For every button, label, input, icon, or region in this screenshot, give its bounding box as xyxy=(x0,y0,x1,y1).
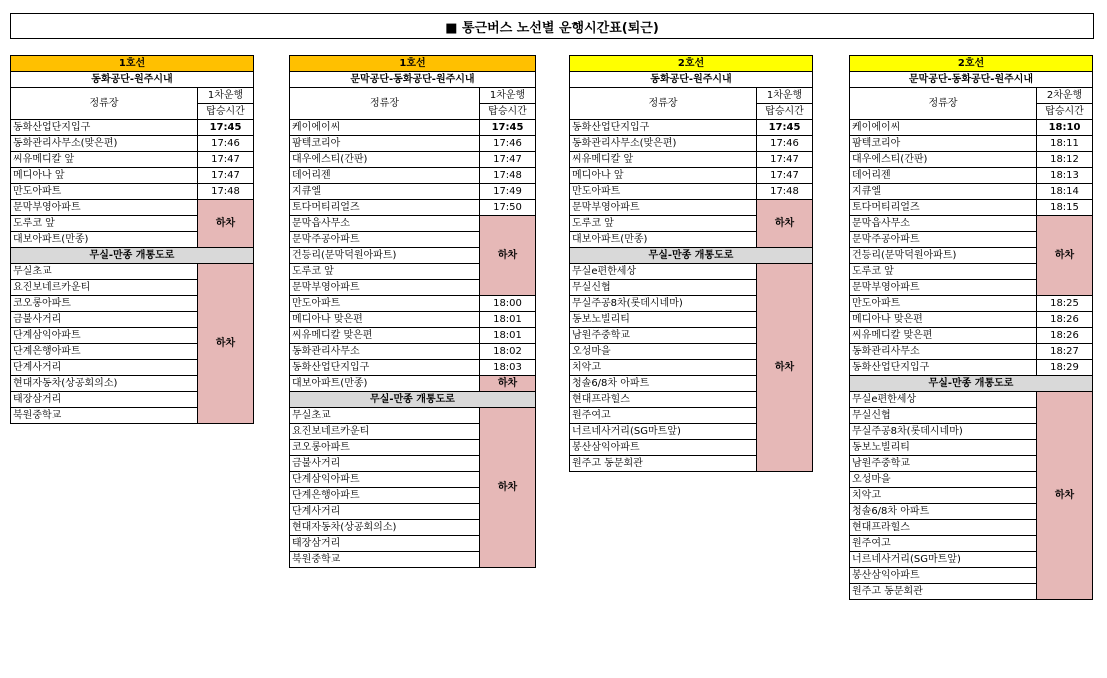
table-row xyxy=(850,392,1093,408)
departure-time: 17:48 xyxy=(198,184,254,200)
departure-time: 18:15 xyxy=(1037,200,1093,216)
table-row xyxy=(290,344,536,360)
section-header: 무실-만종 개통도로 xyxy=(570,248,813,264)
departure-time: 17:48 xyxy=(480,168,536,184)
drop-off-label: 하차 xyxy=(198,200,254,248)
stop-name: 씨유메디칼 맞은편 xyxy=(290,328,480,344)
stop-name: 무실e편한세상 xyxy=(570,264,757,280)
route-timetable xyxy=(569,55,813,472)
stop-name: 코오롱아파트 xyxy=(290,440,480,456)
stop-name: 원주고 동문회관 xyxy=(570,456,757,472)
stop-name: 만도아파트 xyxy=(570,184,757,200)
table-row xyxy=(850,328,1093,344)
line-name: 1호선 xyxy=(290,56,536,72)
stop-name: 문막부영아파트 xyxy=(11,200,198,216)
stop-name: 문막부영아파트 xyxy=(290,280,480,296)
departure-time: 17:47 xyxy=(198,152,254,168)
stop-name: 케이에이씨 xyxy=(290,120,480,136)
departure-time: 17:49 xyxy=(480,184,536,200)
stop-name: 단계은행아파트 xyxy=(11,344,198,360)
stop-name: 무실신협 xyxy=(570,280,757,296)
stop-name: 토다머티리얼즈 xyxy=(850,200,1037,216)
departure-time: 18:26 xyxy=(1037,328,1093,344)
stop-column-header: 정류장 xyxy=(290,88,480,120)
table-row xyxy=(850,136,1093,152)
stop-name: 원주여고 xyxy=(850,536,1037,552)
stop-name: 도루코 앞 xyxy=(290,264,480,280)
stop-name: 무실주공8차(롯데시네마) xyxy=(570,296,757,312)
stop-name: 금불사거리 xyxy=(11,312,198,328)
drop-off-label: 하차 xyxy=(757,264,813,472)
stop-name: 현대프라힐스 xyxy=(850,520,1037,536)
table-row xyxy=(290,184,536,200)
departure-time: 17:45 xyxy=(757,120,813,136)
run-column-header: 1차운행 xyxy=(480,88,536,104)
route-name: 동화공단-원주시내 xyxy=(570,72,813,88)
table-row xyxy=(570,168,813,184)
stop-name: 요진보네르카운티 xyxy=(290,424,480,440)
stop-name: 메디아나 앞 xyxy=(11,168,198,184)
table-row xyxy=(11,200,254,216)
stop-name: 지큐엘 xyxy=(850,184,1037,200)
departure-time: 18:29 xyxy=(1037,360,1093,376)
stop-name: 무실e편한세상 xyxy=(850,392,1037,408)
stop-name: 오성마을 xyxy=(570,344,757,360)
line-name: 2호선 xyxy=(570,56,813,72)
route-name: 문막공단-동화공단-원주시내 xyxy=(850,72,1093,88)
departure-time: 17:48 xyxy=(757,184,813,200)
table-row xyxy=(11,152,254,168)
run-column-header: 1차운행 xyxy=(757,88,813,104)
line-name: 2호선 xyxy=(850,56,1093,72)
stop-name: 대보아파트(만종) xyxy=(11,232,198,248)
table-row xyxy=(290,120,536,136)
stop-name: 팜텍코리아 xyxy=(290,136,480,152)
table-row xyxy=(850,344,1093,360)
stop-name: 문막읍사무소 xyxy=(850,216,1037,232)
stop-name: 문막주공아파트 xyxy=(850,232,1037,248)
stop-name: 문막부영아파트 xyxy=(570,200,757,216)
stop-name: 동화관리사무소 xyxy=(290,344,480,360)
stop-name: 건등리(문막덕원아파트) xyxy=(850,248,1037,264)
departure-time: 17:50 xyxy=(480,200,536,216)
stop-name: 원주고 동문회관 xyxy=(850,584,1037,600)
stop-name: 무실초교 xyxy=(11,264,198,280)
stop-name: 금불사거리 xyxy=(290,456,480,472)
departure-time: 18:13 xyxy=(1037,168,1093,184)
departure-time: 17:46 xyxy=(198,136,254,152)
route-name: 문막공단-동화공단-원주시내 xyxy=(290,72,536,88)
stop-name: 데어리젠 xyxy=(290,168,480,184)
stop-name: 문막주공아파트 xyxy=(290,232,480,248)
table-row xyxy=(290,168,536,184)
table-row xyxy=(850,296,1093,312)
stop-column-header: 정류장 xyxy=(850,88,1037,120)
stop-name: 단계사거리 xyxy=(11,360,198,376)
stop-name: 만도아파트 xyxy=(11,184,198,200)
stop-name: 너르네사거리(SG마트앞) xyxy=(570,424,757,440)
departure-time: 17:47 xyxy=(480,152,536,168)
drop-off-label: 하차 xyxy=(757,200,813,248)
section-header: 무실-만종 개통도로 xyxy=(290,392,536,408)
stop-name: 봉산삼익아파트 xyxy=(850,568,1037,584)
stop-name: 만도아파트 xyxy=(850,296,1037,312)
table-row xyxy=(290,360,536,376)
stop-name: 청솔6/8차 아파트 xyxy=(850,504,1037,520)
stop-name: 남원주중학교 xyxy=(850,456,1037,472)
boarding-time-header: 탑승시간 xyxy=(480,104,536,120)
table-row xyxy=(290,216,536,232)
departure-time: 17:46 xyxy=(757,136,813,152)
departure-time: 18:27 xyxy=(1037,344,1093,360)
stop-name: 치악고 xyxy=(850,488,1037,504)
stop-name: 요진보네르카운티 xyxy=(11,280,198,296)
departure-time: 17:46 xyxy=(480,136,536,152)
stop-name: 건등리(문막덕원아파트) xyxy=(290,248,480,264)
stop-name: 동보노빌리티 xyxy=(850,440,1037,456)
boarding-time-header: 탑승시간 xyxy=(757,104,813,120)
run-column-header: 1차운행 xyxy=(198,88,254,104)
table-row xyxy=(11,120,254,136)
table-row xyxy=(570,264,813,280)
table-row xyxy=(850,168,1093,184)
table-row xyxy=(290,376,536,392)
page-title: ■ 통근버스 노선별 운행시간표(퇴근) xyxy=(10,13,1094,39)
stop-name: 무실초교 xyxy=(290,408,480,424)
departure-time: 17:47 xyxy=(757,152,813,168)
stop-name: 단계은행아파트 xyxy=(290,488,480,504)
stop-name: 동보노빌리티 xyxy=(570,312,757,328)
boarding-time-header: 탑승시간 xyxy=(1037,104,1093,120)
stop-column-header: 정류장 xyxy=(570,88,757,120)
departure-time: 17:47 xyxy=(198,168,254,184)
line-name: 1호선 xyxy=(11,56,254,72)
stop-name: 도루코 앞 xyxy=(570,216,757,232)
departure-time: 18:00 xyxy=(480,296,536,312)
route-timetable xyxy=(289,55,536,568)
stop-name: 동화관리사무소 xyxy=(850,344,1037,360)
table-row xyxy=(290,200,536,216)
departure-time: 18:11 xyxy=(1037,136,1093,152)
table-row xyxy=(11,136,254,152)
departure-time: 18:14 xyxy=(1037,184,1093,200)
table-row xyxy=(290,328,536,344)
stop-name: 지큐엘 xyxy=(290,184,480,200)
route-name: 동화공단-원주시내 xyxy=(11,72,254,88)
stop-name: 무실신협 xyxy=(850,408,1037,424)
table-row xyxy=(290,296,536,312)
stop-name: 도루코 앞 xyxy=(850,264,1037,280)
table-row xyxy=(290,136,536,152)
section-header: 무실-만종 개통도로 xyxy=(850,376,1093,392)
table-row xyxy=(850,216,1093,232)
departure-time: 18:03 xyxy=(480,360,536,376)
stop-name: 대우에스티(간판) xyxy=(850,152,1037,168)
table-row xyxy=(570,184,813,200)
stop-name: 코오롱아파트 xyxy=(11,296,198,312)
drop-off-label: 하차 xyxy=(198,264,254,424)
table-row xyxy=(11,184,254,200)
stop-name: 무실주공8차(롯데시네마) xyxy=(850,424,1037,440)
stop-name: 청솔6/8차 아파트 xyxy=(570,376,757,392)
table-row xyxy=(290,408,536,424)
table-row xyxy=(850,184,1093,200)
stop-name: 문막부영아파트 xyxy=(850,280,1037,296)
table-row xyxy=(570,152,813,168)
stop-name: 태장삼거리 xyxy=(290,536,480,552)
departure-time: 18:26 xyxy=(1037,312,1093,328)
departure-time: 18:01 xyxy=(480,312,536,328)
boarding-time-header: 탑승시간 xyxy=(198,104,254,120)
table-row xyxy=(850,120,1093,136)
drop-off-label: 하차 xyxy=(1037,392,1093,600)
table-row xyxy=(570,136,813,152)
stop-name: 봉산삼익아파트 xyxy=(570,440,757,456)
departure-time: 18:02 xyxy=(480,344,536,360)
stop-name: 대우에스티(간판) xyxy=(290,152,480,168)
stop-name: 메디아나 맞은편 xyxy=(850,312,1037,328)
stop-name: 단계사거리 xyxy=(290,504,480,520)
drop-off-label: 하차 xyxy=(480,216,536,296)
table-row xyxy=(290,312,536,328)
stop-name: 씨유메디칼 맞은편 xyxy=(850,328,1037,344)
table-row xyxy=(850,312,1093,328)
stop-name: 현대자동차(상공회의소) xyxy=(290,520,480,536)
stop-name: 단계삼익아파트 xyxy=(290,472,480,488)
drop-off-label: 하차 xyxy=(480,376,536,392)
stop-name: 동화관리사무소(맞은편) xyxy=(11,136,198,152)
stop-name: 동화관리사무소(맞은편) xyxy=(570,136,757,152)
stop-name: 도루코 앞 xyxy=(11,216,198,232)
table-row xyxy=(570,200,813,216)
stop-name: 데어리젠 xyxy=(850,168,1037,184)
stop-name: 동화산업단지입구 xyxy=(570,120,757,136)
stop-name: 동화산업단지입구 xyxy=(11,120,198,136)
table-row xyxy=(290,152,536,168)
stop-name: 대보아파트(만종) xyxy=(570,232,757,248)
section-header: 무실-만종 개통도로 xyxy=(11,248,254,264)
table-row xyxy=(11,264,254,280)
departure-time: 17:47 xyxy=(757,168,813,184)
stop-name: 씨유메디칼 앞 xyxy=(570,152,757,168)
departure-time: 18:12 xyxy=(1037,152,1093,168)
stop-name: 너르네사거리(SG마트앞) xyxy=(850,552,1037,568)
stop-name: 문막읍사무소 xyxy=(290,216,480,232)
stop-name: 토다머티리얼즈 xyxy=(290,200,480,216)
stop-name: 북원중학교 xyxy=(290,552,480,568)
run-column-header: 2차운행 xyxy=(1037,88,1093,104)
stop-name: 원주여고 xyxy=(570,408,757,424)
stop-name: 오성마을 xyxy=(850,472,1037,488)
table-row xyxy=(850,152,1093,168)
departure-time: 18:10 xyxy=(1037,120,1093,136)
table-row xyxy=(11,168,254,184)
stop-name: 케이에이씨 xyxy=(850,120,1037,136)
stop-name: 메디아나 앞 xyxy=(570,168,757,184)
stop-name: 치악고 xyxy=(570,360,757,376)
stop-name: 대보아파트(만종) xyxy=(290,376,480,392)
stop-name: 태장삼거리 xyxy=(11,392,198,408)
stop-name: 남원주중학교 xyxy=(570,328,757,344)
stop-name: 현대프라힐스 xyxy=(570,392,757,408)
drop-off-label: 하차 xyxy=(1037,216,1093,296)
table-row xyxy=(850,360,1093,376)
stop-name: 동화산업단지입구 xyxy=(850,360,1037,376)
stop-name: 동화산업단지입구 xyxy=(290,360,480,376)
departure-time: 18:01 xyxy=(480,328,536,344)
stop-name: 단계삼익아파트 xyxy=(11,328,198,344)
stop-name: 씨유메디칼 앞 xyxy=(11,152,198,168)
stop-name: 현대자동차(상공회의소) xyxy=(11,376,198,392)
route-timetable xyxy=(10,55,254,424)
table-row xyxy=(850,200,1093,216)
stop-name: 북원중학교 xyxy=(11,408,198,424)
departure-time: 17:45 xyxy=(198,120,254,136)
stop-column-header: 정류장 xyxy=(11,88,198,120)
stop-name: 팜텍코리아 xyxy=(850,136,1037,152)
table-row xyxy=(570,120,813,136)
departure-time: 18:25 xyxy=(1037,296,1093,312)
stop-name: 만도아파트 xyxy=(290,296,480,312)
stop-name: 메디아나 맞은편 xyxy=(290,312,480,328)
departure-time: 17:45 xyxy=(480,120,536,136)
drop-off-label: 하차 xyxy=(480,408,536,568)
route-timetable xyxy=(849,55,1093,600)
